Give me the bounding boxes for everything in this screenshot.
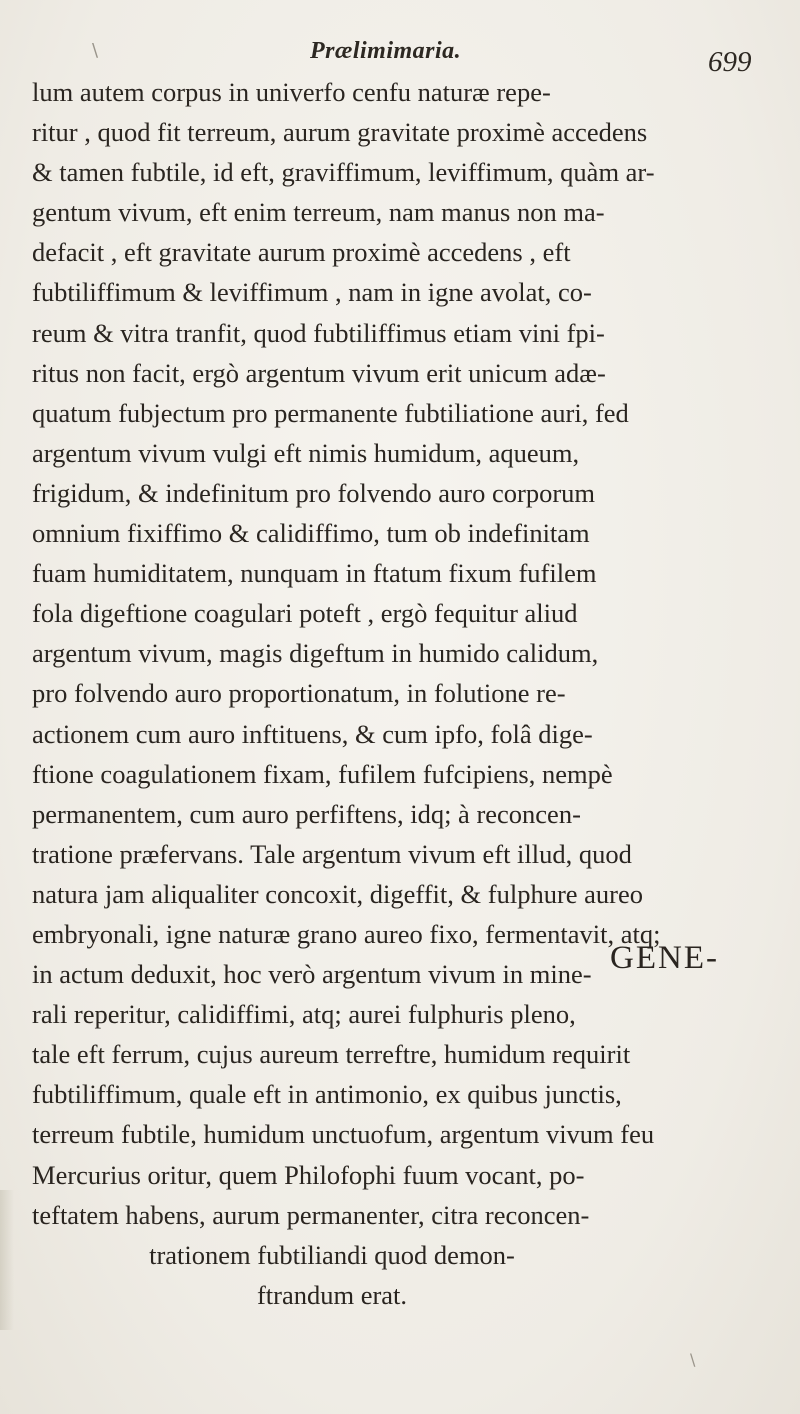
text-line: tratione præfervans. Tale argentum vivum eft illud, quod <box>32 838 632 869</box>
text-line: ftione coagulationem fixam, fufilem fufcipiens, nempè <box>32 758 613 789</box>
text-line: defacit , eft gravitate aurum proximè accedens , eft <box>32 237 571 268</box>
text-line: argentum vivum, magis digeftum in humido calidum, <box>32 638 599 669</box>
text-line: fubtiliffimum & leviffimum , nam in igne avolat, co- <box>32 277 592 308</box>
text-line: frigidum, & indefinitum pro folvendo auro corporum <box>32 477 596 508</box>
text-line: trationem fubtiliandi quod demon- <box>149 1239 515 1270</box>
text-line: Mercurius oritur, quem Philofophi fuum vocant, po- <box>32 1159 585 1190</box>
running-head <box>0 18 800 78</box>
text-line: ftrandum erat. <box>256 1279 408 1310</box>
text-line: ritus non facit, ergò argentum vivum erit unicum adæ- <box>32 357 606 388</box>
text-line: fola digeftione coagulari poteft , ergò fequitur aliud <box>32 598 578 629</box>
text-line: reum & vitra tranfit, quod fubtiliffimus etiam vini fpi- <box>32 317 605 348</box>
text-line: teftatem habens, aurum permanenter, citra reconcen- <box>32 1199 590 1230</box>
text-line: permanentem, cum auro perfiftens, idq; à reconcen- <box>32 798 581 829</box>
text-line: tale eft ferrum, cujus aureum terreftre, humidum requirit <box>32 1039 631 1070</box>
text-line: argentum vivum vulgi eft nimis humidum, aqueum, <box>32 437 580 468</box>
catchword: GENE- <box>610 940 719 976</box>
text-line: actionem cum auro inftituens, & cum ipfo, folâ dige- <box>32 718 593 749</box>
text-line: natura jam aliqualiter concoxit, digeffit, & fulphure aureo <box>32 878 644 909</box>
bleed-through-mark: \ <box>92 40 99 61</box>
running-title: Prælimimaria. <box>310 38 462 64</box>
body-text <box>32 72 772 1315</box>
page-edge-stain <box>0 1190 14 1330</box>
page-number: 699 <box>708 46 752 78</box>
text-line: fuam humiditatem, nunquam in ftatum fixum fufilem <box>32 558 597 589</box>
text-line: & tamen fubtile, id eft, graviffimum, leviffimum, quàm ar- <box>32 157 655 188</box>
text-line: lum autem corpus in univerfo cenfu naturæ repe- <box>32 77 551 107</box>
text-line: omnium fixiffimo & calidiffimo, tum ob indefinitam <box>32 518 590 549</box>
text-line: fubtiliffimum, quale eft in antimonio, ex quibus junctis, <box>32 1079 622 1110</box>
text-line: terreum fubtile, humidum unctuofum, argentum vivum feu <box>32 1119 655 1150</box>
text-line: ritur , quod fit terreum, aurum gravitate proximè accedens <box>32 117 648 148</box>
text-line: gentum vivum, eft enim terreum, nam manus non ma- <box>32 197 605 228</box>
text-line: quatum fubjectum pro permanente fubtiliatione auri, fed <box>32 397 629 428</box>
text-line: pro folvendo auro proportionatum, in folutione re- <box>32 678 566 709</box>
text-line: rali reperitur, calidiffimi, atq; aurei fulphuris pleno, <box>32 999 576 1030</box>
text-line: embryonali, igne naturæ grano aureo fixo, fermentavit, atq; <box>32 918 661 949</box>
text-line: in actum deduxit, hoc verò argentum vivum in mine- <box>32 959 592 990</box>
bleed-through-mark: \ <box>690 1350 696 1369</box>
